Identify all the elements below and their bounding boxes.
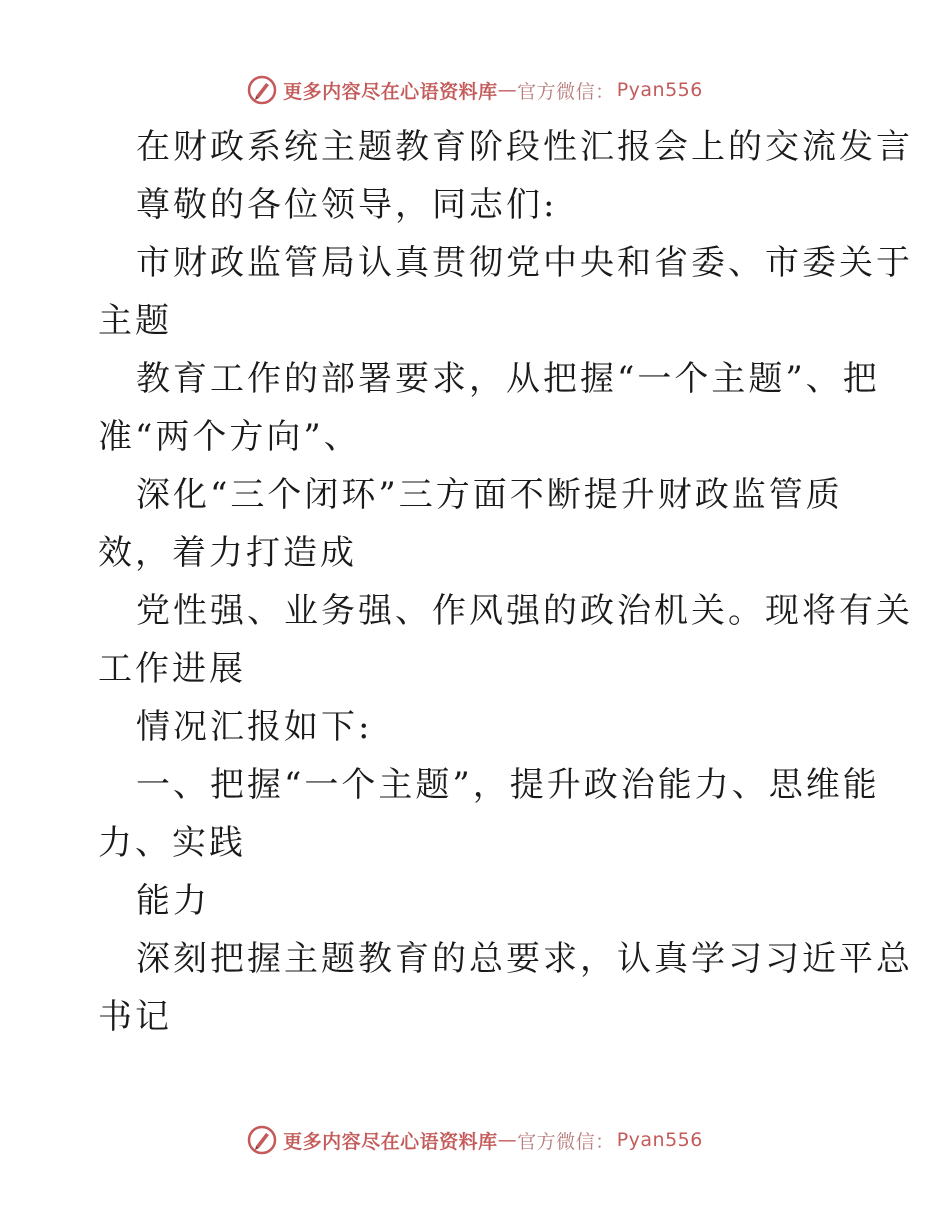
document-body [98, 118, 913, 1046]
text-line: 在财政系统主题教育阶段性汇报会上的交流发言 [136, 127, 913, 167]
text-line: 能力 [136, 881, 210, 921]
banner-wechat-id: Pyan556 [616, 79, 703, 101]
text-line: 市财政监管局认真贯彻党中央和省委、市委关于 [136, 243, 913, 283]
text-line: 尊敬的各位领导，同志们: [136, 185, 558, 225]
banner-wechat-id: Pyan556 [616, 1129, 703, 1151]
text-line: 深刻把握主题教育的总要求，认真学习习近平总 [136, 939, 913, 979]
text-line: 主题 [98, 301, 172, 341]
text-line: 书记 [98, 997, 172, 1037]
pen-logo-icon [247, 1125, 277, 1155]
text-line: 党性强、业务强、作风强的政治机关。现将有关 [136, 591, 913, 631]
banner-dash: — [497, 1129, 518, 1151]
text-line: 效，着力打造成 [98, 533, 357, 573]
banner-sub-text: 官方微信： [517, 80, 615, 103]
banner-main-text: 更多内容尽在心语资料库 [283, 80, 498, 103]
text-line: 教育工作的部署要求，从把握“一个主题”、把 [136, 359, 880, 399]
text-line: 一、把握“一个主题”，提升政治能力、思维能 [136, 765, 880, 805]
banner-dash: — [497, 79, 518, 101]
footer-watermark-banner [0, 1120, 950, 1160]
banner-main-text: 更多内容尽在心语资料库 [283, 1130, 498, 1153]
text-line: 深化“三个闭环”三方面不断提升财政监管质 [136, 475, 843, 515]
text-line: 情况汇报如下: [136, 707, 373, 747]
pen-logo-icon [247, 75, 277, 105]
header-watermark-banner [0, 70, 950, 110]
text-line: 准“两个方向”、 [98, 417, 361, 457]
text-line: 工作进展 [98, 649, 246, 689]
banner-sub-text: 官方微信： [517, 1130, 615, 1153]
text-line: 力、实践 [98, 823, 246, 863]
